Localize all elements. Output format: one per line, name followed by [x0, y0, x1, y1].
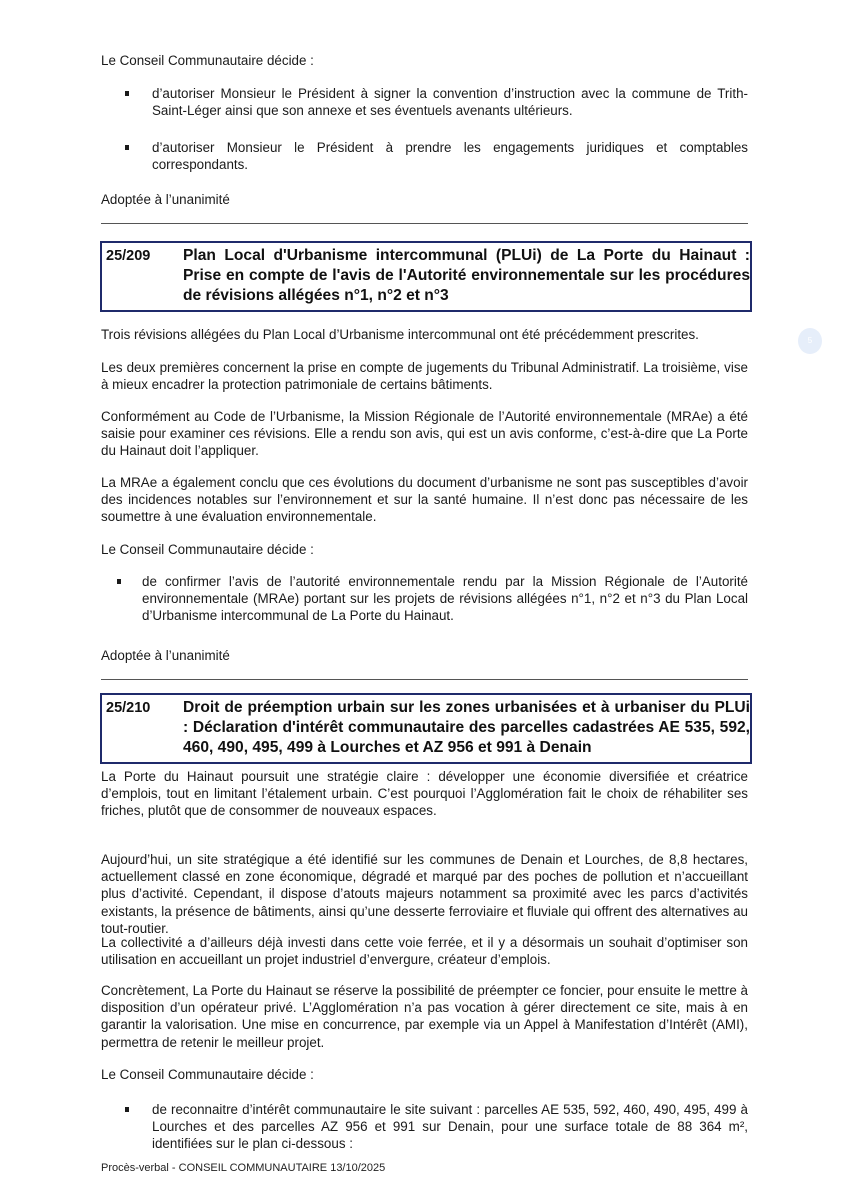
bullet-list [125, 85, 748, 119]
page-footer: Procès-verbal - CONSEIL COMMUNAUTAIRE 13/10/2025 [101, 1162, 386, 1174]
bullet-icon [125, 145, 129, 150]
deliberation-header [100, 693, 752, 764]
paragraph: La collectivité a d’ailleurs déjà investi dans cette voie ferrée, et il y a désormais un souhait d’optimiser son utilisation en accueillant un projet industriel d’envergure, créateur d’emplois. [101, 935, 748, 968]
decision-intro: Le Conseil Communautaire décide : [101, 542, 314, 557]
section-divider [101, 223, 748, 224]
deliberation-title: Droit de préemption urbain sur les zones urbanisées et à urbaniser du PLUi : Déclaration d'intérêt communautaire des parcelles cadastrées AE 535, 592, 460, 490, 495, 499 à Lourches et AZ 956 et 991 à Denain [183, 699, 750, 756]
list-item: d’autoriser Monsieur le Président à prendre les engagements juridiques et comptables correspondants. [125, 139, 748, 173]
bullet-icon [125, 91, 129, 96]
deliberation-number: 25/210 [106, 700, 151, 716]
paragraph: Trois révisions allégées du Plan Local d’Urbanisme intercommunal ont été précédemment prescrites. [101, 327, 699, 342]
bullet-list [117, 573, 748, 625]
paragraph: La MRAe a également conclu que ces évolutions du document d’urbanisme ne sont pas susceptibles d’avoir des incidences notables sur l’environnement et sur la santé humaine. Il n’est donc pas nécessaire de les soumettre à une évaluation environnementale. [101, 475, 748, 525]
bullet-list [125, 139, 748, 173]
bullet-icon [125, 1107, 129, 1112]
page-number-badge: 5 [798, 328, 822, 354]
section-divider [101, 679, 748, 680]
paragraph: Aujourd’hui, un site stratégique a été identifié sur les communes de Denain et Lourches, de 8,8 hectares, actuellement classé en zone économique, dégradé et marqué par des poches de pollution et n’accueillant plus d’activité. Cependant, il dispose d’atouts majeurs notamment sa proximité avec les parcs d’activités existants, la présence de bâtiments, ainsi qu’une desserte ferroviaire et fluviale qui offrent des alternatives au tout-routier. [101, 852, 748, 936]
list-item: de reconnaitre d’intérêt communautaire le site suivant : parcelles AE 535, 592, 460, 490, 495, 499 à Lourches et des parcelles AZ 956 et 991 sur Denain, pour une surface totale de 88 364 m², identifiées sur le plan ci-dessous : [125, 1101, 748, 1153]
bullet-icon [117, 579, 121, 584]
deliberation-number: 25/209 [106, 248, 151, 264]
paragraph: Les deux premières concernent la prise en compte de jugements du Tribunal Administratif. La troisième, vise à mieux encadrer la protection patrimoniale de certains bâtiments. [101, 360, 748, 393]
adoption-result: Adoptée à l’unanimité [101, 648, 230, 663]
adoption-result: Adoptée à l’unanimité [101, 192, 230, 207]
decision-intro: Le Conseil Communautaire décide : [101, 1067, 314, 1082]
paragraph: La Porte du Hainaut poursuit une stratégie claire : développer une économie diversifiée et créatrice d’emplois, tout en limitant l’étalement urbain. C’est pourquoi l’Agglomération fait le choix de réhabiliter ses friches, plutôt que de consommer de nouveaux espaces. [101, 769, 748, 819]
decision-intro: Le Conseil Communautaire décide : [101, 53, 314, 68]
deliberation-header [100, 241, 752, 312]
deliberation-title: Plan Local d'Urbanisme intercommunal (PLUi) de La Porte du Hainaut : Prise en compte de l'avis de l'Autorité environnementale sur les procédures de révisions allégées n°1, n°2 et n°3 [183, 247, 750, 304]
bullet-list [125, 1101, 748, 1153]
paragraph: Conformément au Code de l’Urbanisme, la Mission Régionale de l’Autorité environnementale (MRAe) a été saisie pour examiner ces révisions. Elle a rendu son avis, qui est un avis conforme, c’est-à-dire que La Porte du Hainaut doit l’appliquer. [101, 409, 748, 459]
paragraph: Concrètement, La Porte du Hainaut se réserve la possibilité de préempter ce foncier, pour ensuite le mettre à disposition d’un opérateur privé. L’Agglomération n’a pas vocation à gérer directement ce site, mais à en garantir la valorisation. Une mise en concurrence, par exemple via un Appel à Manifestation d’Intérêt (AMI), permettra de retenir le meilleur projet. [101, 983, 748, 1050]
list-item: de confirmer l’avis de l’autorité environnementale rendu par la Mission Régionale de l’Autorité environnementale (MRAe) portant sur les projets de révisions allégées n°1, n°2 et n°3 du Plan Local d’Urbanisme intercommunal de La Porte du Hainaut. [117, 573, 748, 625]
list-item: d’autoriser Monsieur le Président à signer la convention d’instruction avec la commune de Trith-Saint-Léger ainsi que son annexe et ses éventuels avenants ultérieurs. [125, 85, 748, 119]
